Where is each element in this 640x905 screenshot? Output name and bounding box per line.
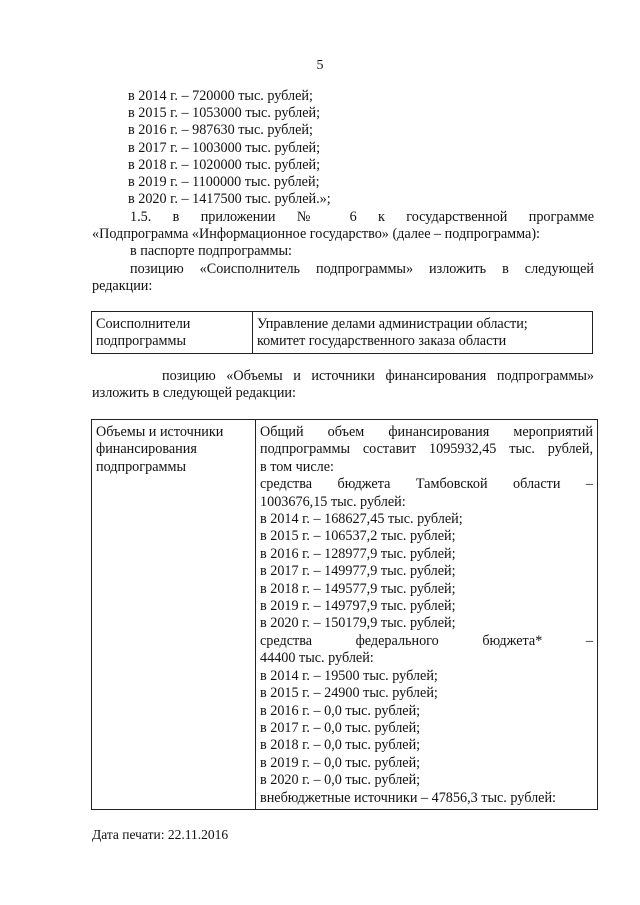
cell-line: в 2019 г. – 149797,9 тыс. рублей; [260,598,456,615]
cell-line: подпрограммы [96,458,186,475]
cell-line: Управление делами администрации области; [257,316,528,332]
cell-line: в 2015 г. – 24900 тыс. рублей; [260,685,438,702]
paragraph-line: позицию «Объемы и источники финансирования подпрограммы» [162,368,594,384]
cell-line: 44400 тыс. рублей: [260,650,374,667]
cell-line: в 2014 г. – 168627,45 тыс. рублей; [260,511,463,528]
cell-line: подпрограммы составит 1095932,45 тыс. рублей, [260,441,593,458]
cell-line: в 2014 г. – 19500 тыс. рублей; [260,667,438,684]
paragraph-line: позицию «Соисполнитель подпрограммы» изложить в следующей [130,260,594,277]
paragraph-line: «Подпрограмма «Информационное государство» (далее – подпрограмма): [92,226,540,243]
financing-table [91,419,598,810]
paragraph-position-2 [92,368,594,402]
table-row [92,420,598,810]
table-cell-value [256,420,598,810]
cell-line: средства федерального бюджета* – [260,632,593,649]
cell-line: в 2019 г. – 0,0 тыс. рублей; [260,754,421,771]
coexecutors-table [91,311,593,354]
list-item: в 2018 г. – 1020000 тыс. рублей; [128,156,321,173]
cell-line: средства бюджета Тамбовской области – [260,476,593,493]
cell-line: в 2015 г. – 106537,2 тыс. рублей; [260,528,456,545]
cell-line: в 2017 г. – 0,0 тыс. рублей; [260,719,421,736]
cell-line: в 2016 г. – 128977,9 тыс. рублей; [260,545,456,562]
table-cell-label [92,312,253,354]
cell-line: в 2017 г. – 149977,9 тыс. рублей; [260,563,456,580]
cell-line: комитет государственного заказа области [257,333,507,350]
cell-line: внебюджетные источники – 47856,3 тыс. рублей: [260,789,556,806]
cell-line: в 2016 г. – 0,0 тыс. рублей; [260,702,421,719]
table-row [92,312,593,354]
table-cell-label [92,420,256,810]
print-date: Дата печати: 22.11.2016 [92,827,229,842]
list-item: в 2017 г. – 1003000 тыс. рублей; [128,139,321,156]
cell-line: Соисполнители [96,316,191,332]
year-amount-list [128,88,331,208]
list-item: в 2019 г. – 1100000 тыс. рублей; [128,174,320,191]
paragraph-line: редакции: [92,277,153,294]
cell-line: в 2018 г. – 149577,9 тыс. рублей; [260,580,456,597]
list-item: в 2014 г. – 720000 тыс. рублей; [128,88,313,104]
list-item: в 2016 г. – 987630 тыс. рублей; [128,122,313,139]
page-number: 5 [316,58,324,73]
paragraph-line: изложить в следующей редакции: [92,385,296,402]
cell-line: в 2018 г. – 0,0 тыс. рублей; [260,737,421,754]
cell-line: подпрограммы [96,333,186,350]
cell-line: в 2020 г. – 150179,9 тыс. рублей; [260,615,456,632]
cell-line: Общий объем финансирования мероприятий [260,424,593,440]
paragraph-1-5 [92,209,594,295]
cell-line: Объемы и источники [96,424,224,440]
table-cell-value [253,312,593,354]
paragraph-line: 1.5. в приложении № 6 к государственной программе [130,209,594,225]
cell-line: в том числе: [260,458,334,475]
list-item: в 2015 г. – 1053000 тыс. рублей; [128,105,321,122]
cell-line: финансирования [96,441,197,458]
list-item: в 2020 г. – 1417500 тыс. рублей.»; [128,191,331,208]
cell-line: 1003676,15 тыс. рублей: [260,493,406,510]
cell-line: в 2020 г. – 0,0 тыс. рублей; [260,772,421,789]
passport-line: в паспорте подпрограммы: [130,243,292,260]
